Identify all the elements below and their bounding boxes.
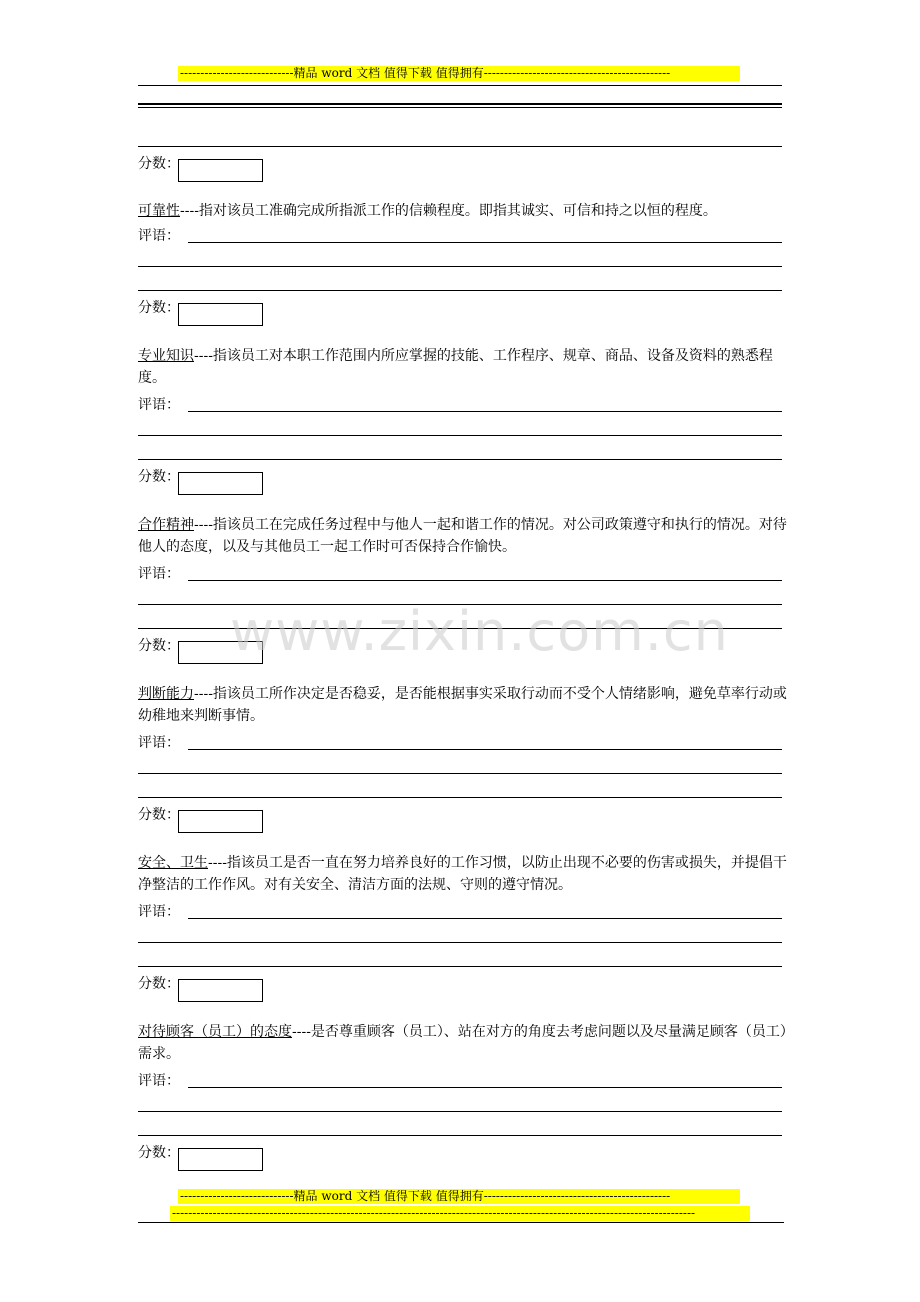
comment-input-2a[interactable] <box>188 411 782 412</box>
score-input-6[interactable] <box>178 979 263 1002</box>
header-rule-double <box>138 103 782 105</box>
criterion-title: 合作精神 <box>138 517 194 533</box>
header-rule-bottom <box>138 107 782 108</box>
footer-banner-dashes: --------------------------------------------------------------------------------------------------------------------------------- <box>170 1206 750 1221</box>
score-label: 分数： <box>138 469 180 485</box>
comment-input-5c[interactable] <box>138 966 782 967</box>
comment-input-5b[interactable] <box>138 942 782 943</box>
score-label: 分数： <box>138 1145 180 1161</box>
criterion-knowledge <box>138 345 788 389</box>
criterion-description: ----指该员工在完成任务过程中与他人一起和谐工作的情况。对公司政策遵守和执行的情况。对待他人的态度，以及与其他员工一起工作时可否保持合作愉快。 <box>138 517 787 555</box>
comment-input-1b[interactable] <box>138 266 782 267</box>
comment-input-2b[interactable] <box>138 435 782 436</box>
score-label: 分数： <box>138 638 180 654</box>
criterion-description: ----指该员工所作决定是否稳妥，是否能根据事实采取行动而不受个人情绪影响，避免草率行动或幼稚地来判断事情。 <box>138 686 787 724</box>
comment-input-2c[interactable] <box>138 459 782 460</box>
comment-line <box>138 146 782 147</box>
score-input-7[interactable] <box>178 1148 263 1171</box>
criterion-teamwork <box>138 514 788 558</box>
score-label: 分数： <box>138 156 180 172</box>
score-input-3[interactable] <box>178 472 263 495</box>
comment-input-1a[interactable] <box>188 242 782 243</box>
criterion-title: 可靠性 <box>138 203 180 219</box>
comment-input-6a[interactable] <box>188 1087 782 1088</box>
comment-label: 评语： <box>138 735 180 751</box>
criterion-title: 安全、卫生 <box>138 855 208 871</box>
comment-input-3a[interactable] <box>188 580 782 581</box>
score-input-2[interactable] <box>178 303 263 326</box>
comment-input-4b[interactable] <box>138 773 782 774</box>
comment-input-1c[interactable] <box>138 290 782 291</box>
score-label: 分数： <box>138 807 180 823</box>
criterion-description: ----指对该员工准确完成所指派工作的信赖程度。即指其诚实、可信和持之以恒的程度。 <box>180 203 717 219</box>
score-input-5[interactable] <box>178 810 263 833</box>
comment-label: 评语： <box>138 566 180 582</box>
footer-rule <box>138 1222 784 1223</box>
header-banner: ----------------------------精品 word 文档 值得下载 值得拥有---------------------------------------------- <box>178 66 740 81</box>
criterion-title: 专业知识 <box>138 348 194 364</box>
criterion-judgment <box>138 683 788 727</box>
criterion-title: 对待顾客（员工）的态度 <box>138 1024 292 1040</box>
comment-label: 评语： <box>138 228 180 244</box>
comment-label: 评语： <box>138 1073 180 1089</box>
criterion-reliability <box>138 200 788 222</box>
score-label: 分数： <box>138 300 180 316</box>
criterion-description: ----是否尊重顾客（员工）、站在对方的角度去考虑问题以及尽量满足顾客（员工）需求。 <box>138 1024 787 1062</box>
criterion-title: 判断能力 <box>138 686 194 702</box>
criterion-customer-attitude <box>138 1021 788 1065</box>
criterion-description: ----指该员工是否一直在努力培养良好的工作习惯，以防止出现不必要的伤害或损失，并提倡干净整洁的工作作风。对有关安全、清洁方面的法规、守则的遵守情况。 <box>138 855 787 893</box>
comment-input-4a[interactable] <box>188 749 782 750</box>
footer-banner: ----------------------------精品 word 文档 值得下载 值得拥有---------------------------------------------- <box>178 1189 740 1204</box>
header-rule <box>138 85 782 86</box>
comment-input-5a[interactable] <box>188 918 782 919</box>
score-input-1[interactable] <box>178 159 263 182</box>
watermark-text: www.zixin.com.cn <box>230 600 729 663</box>
comment-label: 评语： <box>138 397 180 413</box>
comment-input-4c[interactable] <box>138 797 782 798</box>
criterion-description: ----指该员工对本职工作范围内所应掌握的技能、工作程序、规章、商品、设备及资料的熟悉程度。 <box>138 348 773 386</box>
criterion-safety-hygiene <box>138 852 788 896</box>
comment-label: 评语： <box>138 904 180 920</box>
comment-input-6b[interactable] <box>138 1111 782 1112</box>
comment-input-6c[interactable] <box>138 1135 782 1136</box>
score-label: 分数： <box>138 976 180 992</box>
